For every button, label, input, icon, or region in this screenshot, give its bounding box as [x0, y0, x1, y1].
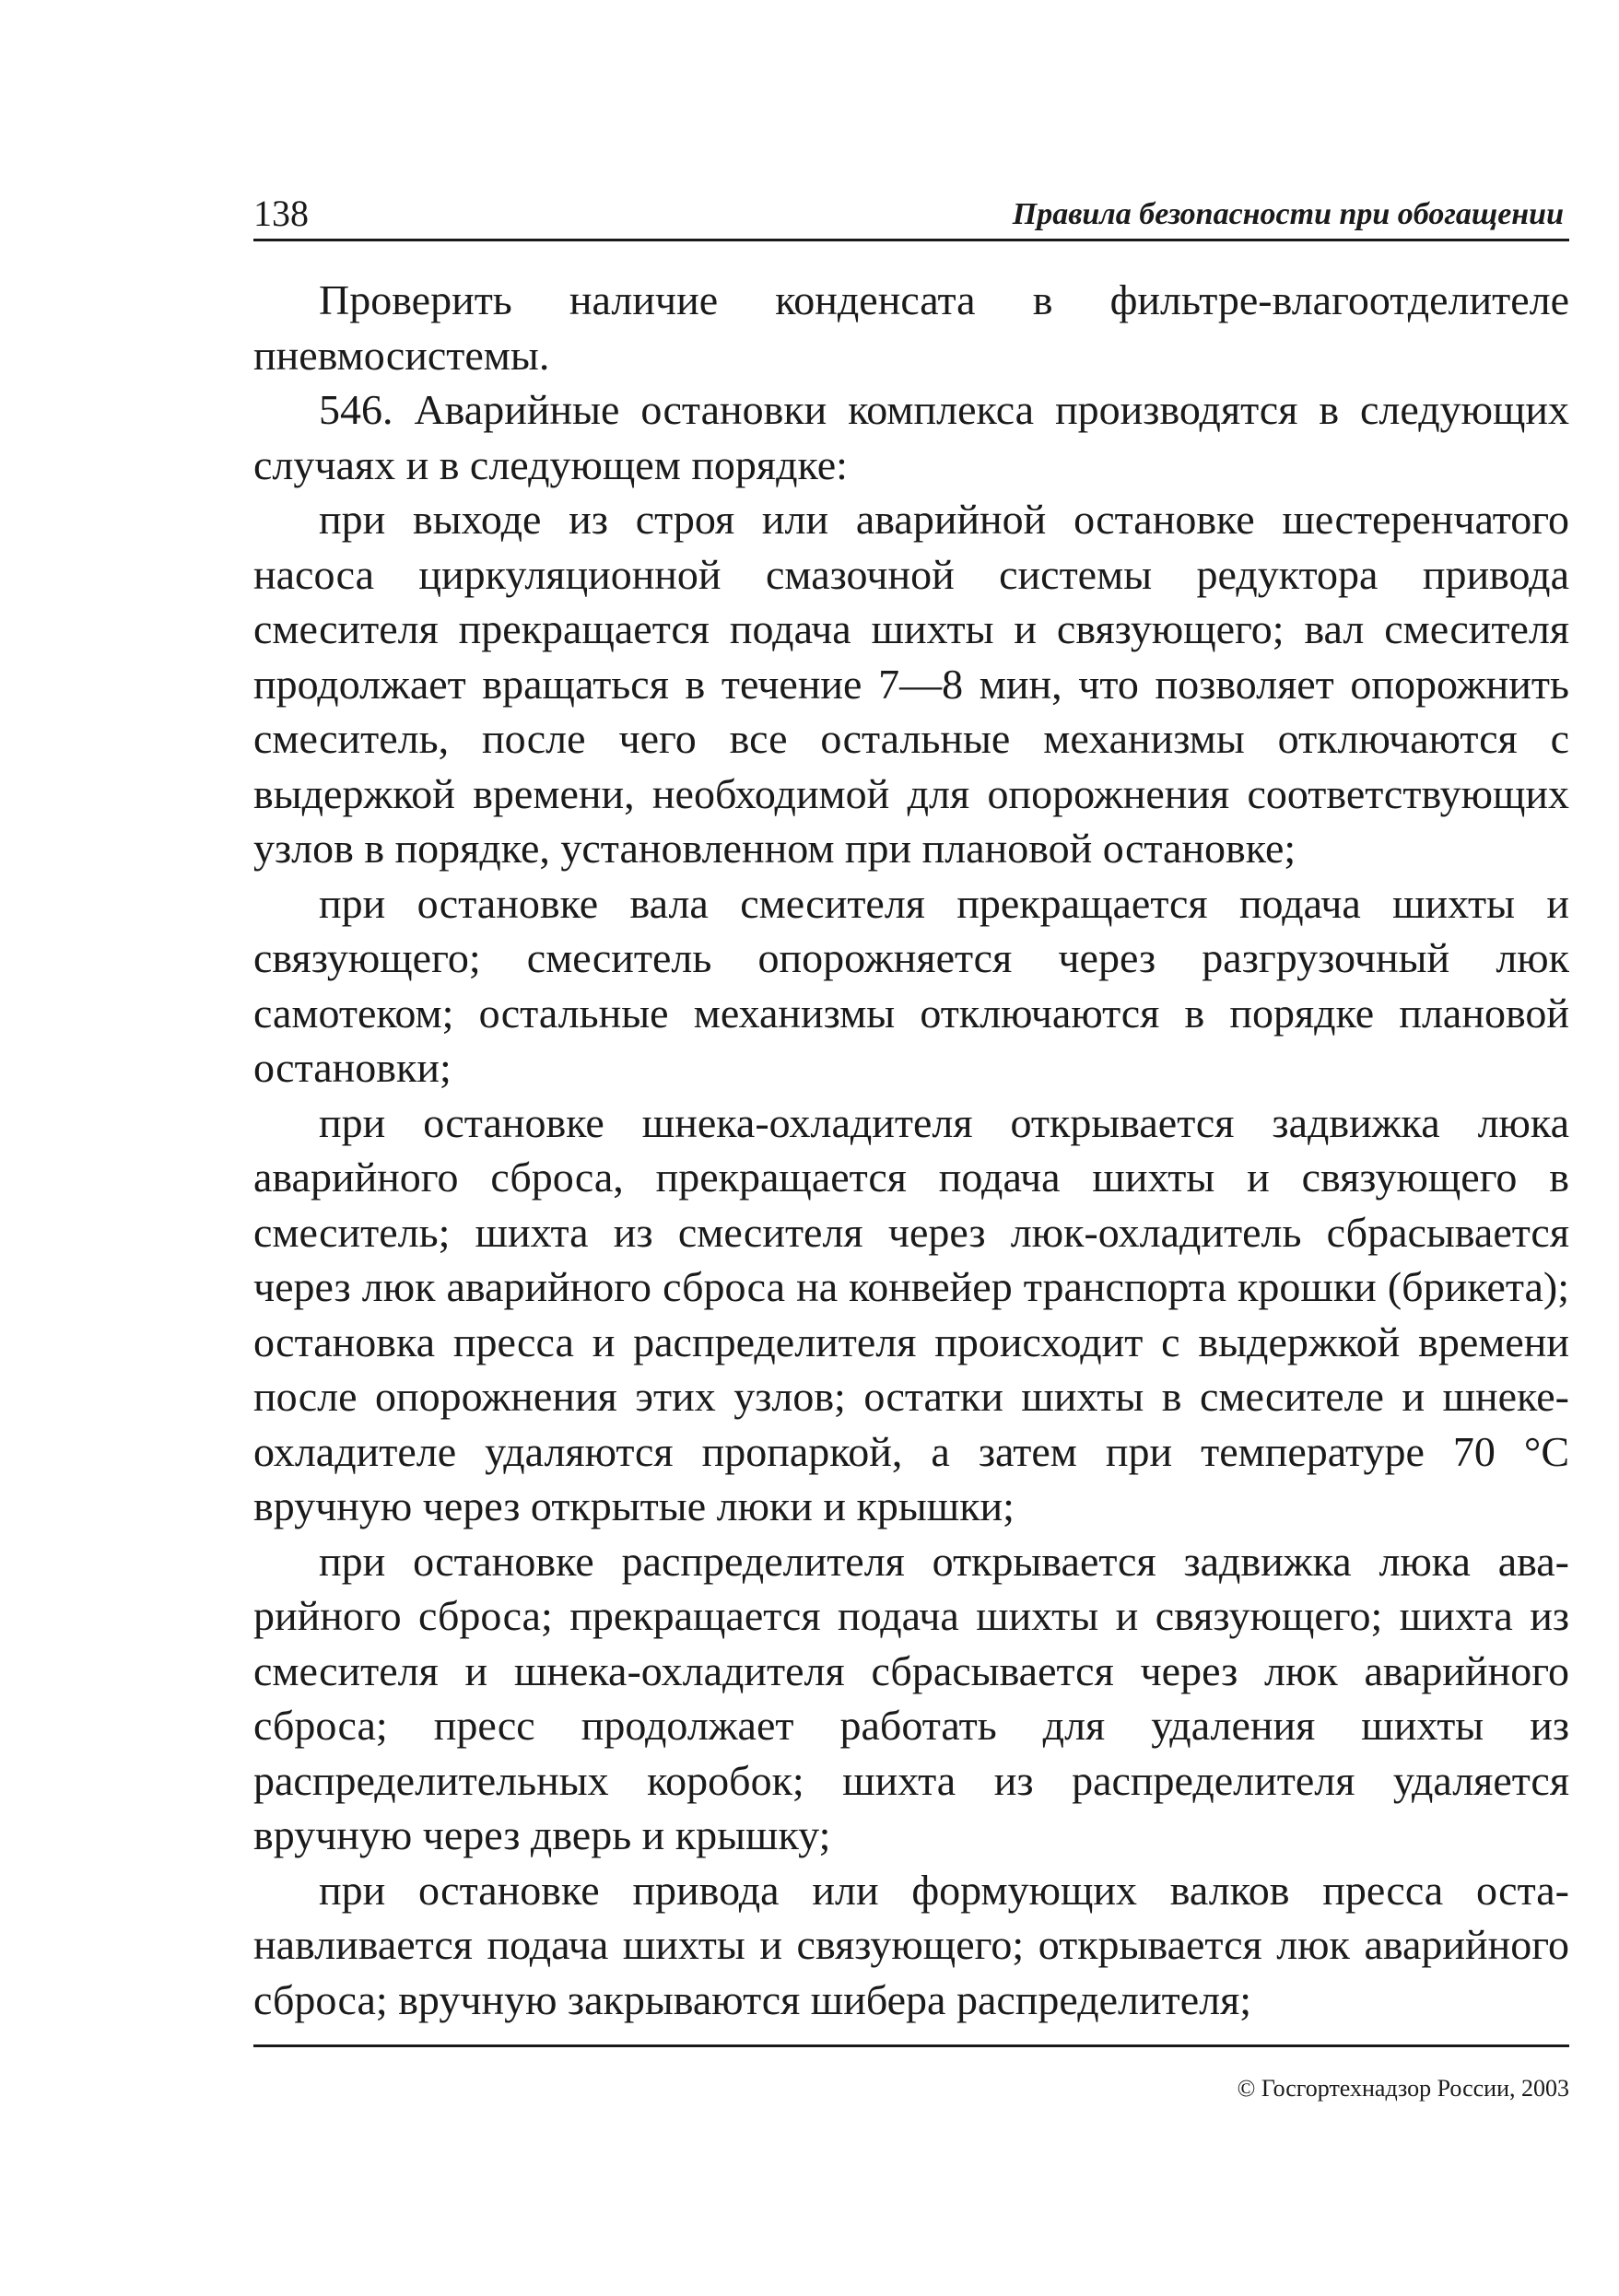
header-rule	[253, 239, 1569, 241]
page	[253, 184, 1569, 2027]
page-header	[253, 184, 1569, 236]
paragraph: при остановке шнека-охладителя открывается задвижка люка аварийного сброса, прекращается подача шихты и связующего в смеситель; шихта из смесителя через люк-охладитель сбрасывается через люк аварийного сброса на конвейер транспорта крошки (брикета); остановка пресса и распределителя происходит с выдержкой времени после опорожнения этих узлов; остатки шихты в смесителе и шнеке-охладителе удаляются пропаркой, а затем при температуре 70 °С вручную через открытые люки и крышки;	[253, 1098, 1569, 1529]
paragraph: 546. Аварийные остановки комплекса производятся в следующих случаях и в следующем порядке:	[253, 386, 1569, 488]
paragraph: при выходе из строя или аварийной остановке шестеренчатого насоса циркуляционной смазочной системы редуктора привода смесителя прекращается подача шихты и связующего; вал смесителя продолжает вращаться в течение 7—8 мин, что позволяет опорожнить смеситель, после чего все остальные механизмы отключаются с выдержкой времени, необходимой для опорожнения соответствующих узлов в порядке, установленном при плановой остановке;	[253, 496, 1569, 872]
running-title: Правила безопасности при обогащении	[1012, 197, 1564, 231]
body-text	[253, 273, 1569, 2027]
copyright-note: © Госгортехнадзор России, 2003	[1237, 2075, 1569, 2102]
paragraph: при остановке распределителя открывается задвижка люка аварийного сброса; прекращается подача шихты и связующего; шихта из смесителя и шнека-охладителя сбрасывается через люк аварийного сброса; пресс продолжает работать для удаления шихты из распределительных коробок; шихта из распределителя удаляется вручную через дверь и крышку;	[253, 1537, 1569, 1858]
page-number: 138	[253, 193, 309, 234]
paragraph: при остановке привода или формующих валков пресса останавливается подача шихты и связующего; открывается люк аварийного сброса; вручную закрываются шибера распределителя;	[253, 1866, 1569, 2023]
paragraph: Проверить наличие конденсата в фильтре-влагоотделителе пневмосистемы.	[253, 276, 1569, 379]
footer-rule	[253, 2044, 1569, 2047]
paragraph: при остановке вала смесителя прекращается подача шихты и связующего; смеситель опорожняется через разгрузочный люк самотеком; остальные механизмы отключаются в порядке плановой остановки;	[253, 879, 1569, 1091]
